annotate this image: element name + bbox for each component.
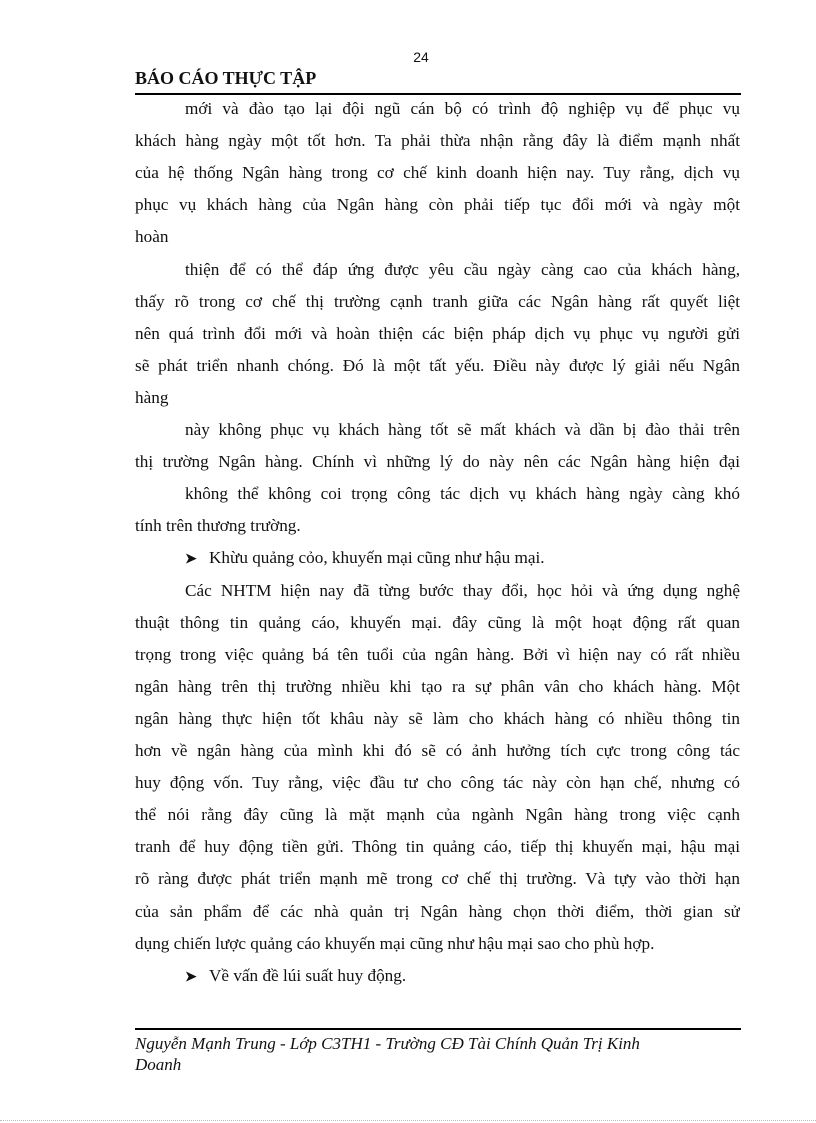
text-line: nên quá trình đổi mới và hoàn thiện các biện pháp dịch vụ phục vụ người gửi bbox=[135, 324, 740, 343]
text-line: hàng bbox=[135, 388, 169, 407]
bullet-text: Về vấn đề lúi suất huy động. bbox=[209, 966, 407, 985]
text-line: trọng trong việc quảng bá tên tuổi của ngân hàng. Bởi vì hiện nay có rất nhiều bbox=[135, 645, 740, 664]
text-line: thể nói rằng đây cũng là mặt mạnh của ngành Ngân hàng trong việc cạnh bbox=[135, 805, 740, 824]
text-line: của sản phẩm để các nhà quản trị Ngân hàng chọn thời điểm, thời gian sử bbox=[135, 902, 740, 921]
bullet-text: Khừu quảng cỏo, khuyến mại cũng như hậu mại. bbox=[209, 548, 545, 567]
footer-line-2: Doanh bbox=[135, 1055, 182, 1074]
text-line: phục vụ khách hàng của Ngân hàng còn phải tiếp tục đổi mới và ngày một bbox=[135, 195, 740, 214]
text-line: ngân hàng thực hiện tốt khâu này sẽ làm cho khách hàng có nhiều thông tin bbox=[135, 709, 740, 728]
text-line: dụng chiến lược quảng cáo khuyến mại cũng như hậu mại sao cho phù hợp. bbox=[135, 934, 655, 953]
footer-line-1: Nguyễn Mạnh Trung - Lớp C3TH1 - Trường CĐ Tài Chính Quản Trị Kinh bbox=[135, 1034, 640, 1053]
header-rule bbox=[135, 93, 741, 95]
text-line: thị trường Ngân hàng. Chính vì những lý do này nên các Ngân hàng hiện đại bbox=[135, 452, 740, 471]
bullet-heading bbox=[185, 546, 545, 570]
header-title: BÁO CÁO THỰC TẬP bbox=[135, 68, 317, 88]
bullet-heading bbox=[185, 964, 406, 988]
text-line: mới và đào tạo lại đội ngũ cán bộ có trình độ nghiệp vụ để phục vụ bbox=[185, 99, 740, 118]
text-line: này không phục vụ khách hàng tốt sẽ mất khách và dần bị đào thải trên bbox=[185, 420, 740, 439]
text-line: huy động vốn. Tuy rằng, việc đầu tư cho công tác này còn hạn chế, nhưng có bbox=[135, 773, 740, 792]
text-line: hơn về ngân hàng của mình khi đó sẽ có ảnh hưởng tích cực trong công tác bbox=[135, 741, 740, 760]
text-line: thiện để có thể đáp ứng được yêu cầu ngày càng cao của khách hàng, bbox=[185, 260, 740, 279]
footer bbox=[135, 1033, 735, 1075]
text-line: thấy rõ trong cơ chế thị trường cạnh tranh giữa các Ngân hàng rất quyết liệt bbox=[135, 292, 740, 311]
text-line: tính trên thương trường. bbox=[135, 516, 301, 535]
arrowhead-bullet-icon: ➤ bbox=[185, 552, 197, 567]
text-line: của hệ thống Ngân hàng trong cơ chế kinh doanh hiện nay. Tuy rằng, dịch vụ bbox=[135, 163, 740, 182]
text-line: thuật thông tin quảng cáo, khuyến mại. đây cũng là một hoạt động rất quan bbox=[135, 613, 740, 632]
text-line: khách hàng ngày một tốt hơn. Ta phải thừa nhận rằng đây là điểm mạnh nhất bbox=[135, 131, 740, 150]
footer-rule bbox=[135, 1028, 741, 1030]
text-line: tranh để huy động tiền gửi. Thông tin quảng cáo, tiếp thị khuyến mại, hậu mại bbox=[135, 837, 740, 856]
arrowhead-bullet-icon: ➤ bbox=[185, 970, 197, 985]
text-line: sẽ phát triển nhanh chóng. Đó là một tất yếu. Điều này được lý giải nếu Ngân bbox=[135, 356, 740, 375]
text-line: rõ ràng được phát triển mạnh mẽ trong cơ chế thị trường. Và tựy vào thời hạn bbox=[135, 869, 740, 888]
text-line: ngân hàng trên thị trường nhiều khi tạo ra sự phân vân cho khách hàng. Một bbox=[135, 677, 740, 696]
text-line: hoàn bbox=[135, 227, 169, 246]
text-line: Các NHTM hiện nay đã từng bước thay đổi, học hỏi và ứng dụng nghệ bbox=[185, 581, 740, 600]
page-number: 24 bbox=[413, 49, 429, 65]
page-bottom-edge bbox=[0, 1120, 816, 1121]
text-line: không thể không coi trọng công tác dịch vụ khách hàng ngày càng khó bbox=[185, 484, 740, 503]
